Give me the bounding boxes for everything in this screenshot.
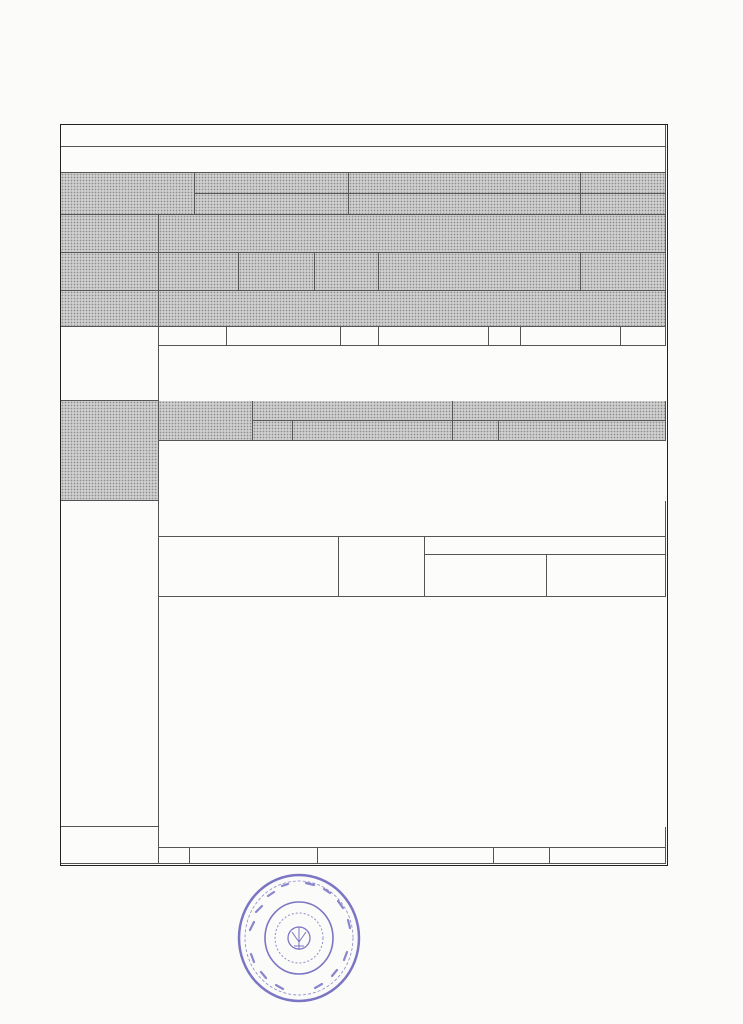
project-title — [61, 125, 666, 147]
afforestation-model-label — [61, 327, 159, 401]
region-label — [195, 194, 349, 215]
model-head-pct-3 — [621, 327, 666, 346]
model-head-type — [159, 327, 227, 346]
site-class-value — [581, 253, 666, 291]
seedlings-head-target-2 — [453, 401, 666, 421]
kebele-label — [349, 194, 581, 215]
plantable-area-value — [315, 253, 379, 291]
model-head-pct-2 — [489, 327, 521, 346]
model-head-pct-1 — [341, 327, 379, 346]
labor-head-work — [190, 848, 318, 864]
production-head-annual — [339, 537, 425, 597]
owners-label — [61, 215, 159, 253]
plantable-area-label — [239, 253, 315, 291]
model-head-name-1 — [227, 327, 341, 346]
labor-head-pd — [494, 848, 550, 864]
model-head-name-2 — [379, 327, 489, 346]
labor-head-difficulty — [318, 848, 494, 864]
form-title — [61, 147, 666, 173]
gross-size-label — [61, 253, 159, 291]
seedlings-head-total-1 — [293, 421, 453, 441]
region-value — [195, 173, 349, 194]
seedlings-label — [61, 401, 159, 501]
labor-head-yn — [159, 848, 190, 864]
production-label — [61, 501, 159, 827]
official-stamp-icon — [236, 872, 362, 1004]
seedlings-head-type — [159, 401, 253, 441]
gross-size-value — [159, 253, 239, 291]
production-head-money — [547, 555, 666, 597]
plot-id-label — [61, 173, 195, 215]
plot-number-value — [581, 173, 666, 194]
seedlings-head-nha-2 — [453, 421, 499, 441]
seedlings-head-total-2 — [499, 421, 666, 441]
production-head-total — [425, 537, 666, 555]
labor-label — [61, 827, 159, 864]
location-value — [159, 291, 666, 327]
kebele-value — [349, 173, 581, 194]
seedlings-head-target-1 — [253, 401, 453, 421]
production-head-wood — [425, 555, 547, 597]
labor-note — [159, 827, 666, 848]
production-note — [159, 501, 666, 537]
production-head-species — [159, 537, 339, 597]
labor-head-total — [550, 848, 666, 864]
plot-management-form — [60, 124, 668, 866]
plot-number-label — [581, 194, 666, 215]
location-label — [61, 291, 159, 327]
model-head-name-3 — [521, 327, 621, 346]
owners-list — [159, 215, 666, 253]
site-classification — [379, 253, 581, 291]
seedlings-head-nha-1 — [253, 421, 293, 441]
